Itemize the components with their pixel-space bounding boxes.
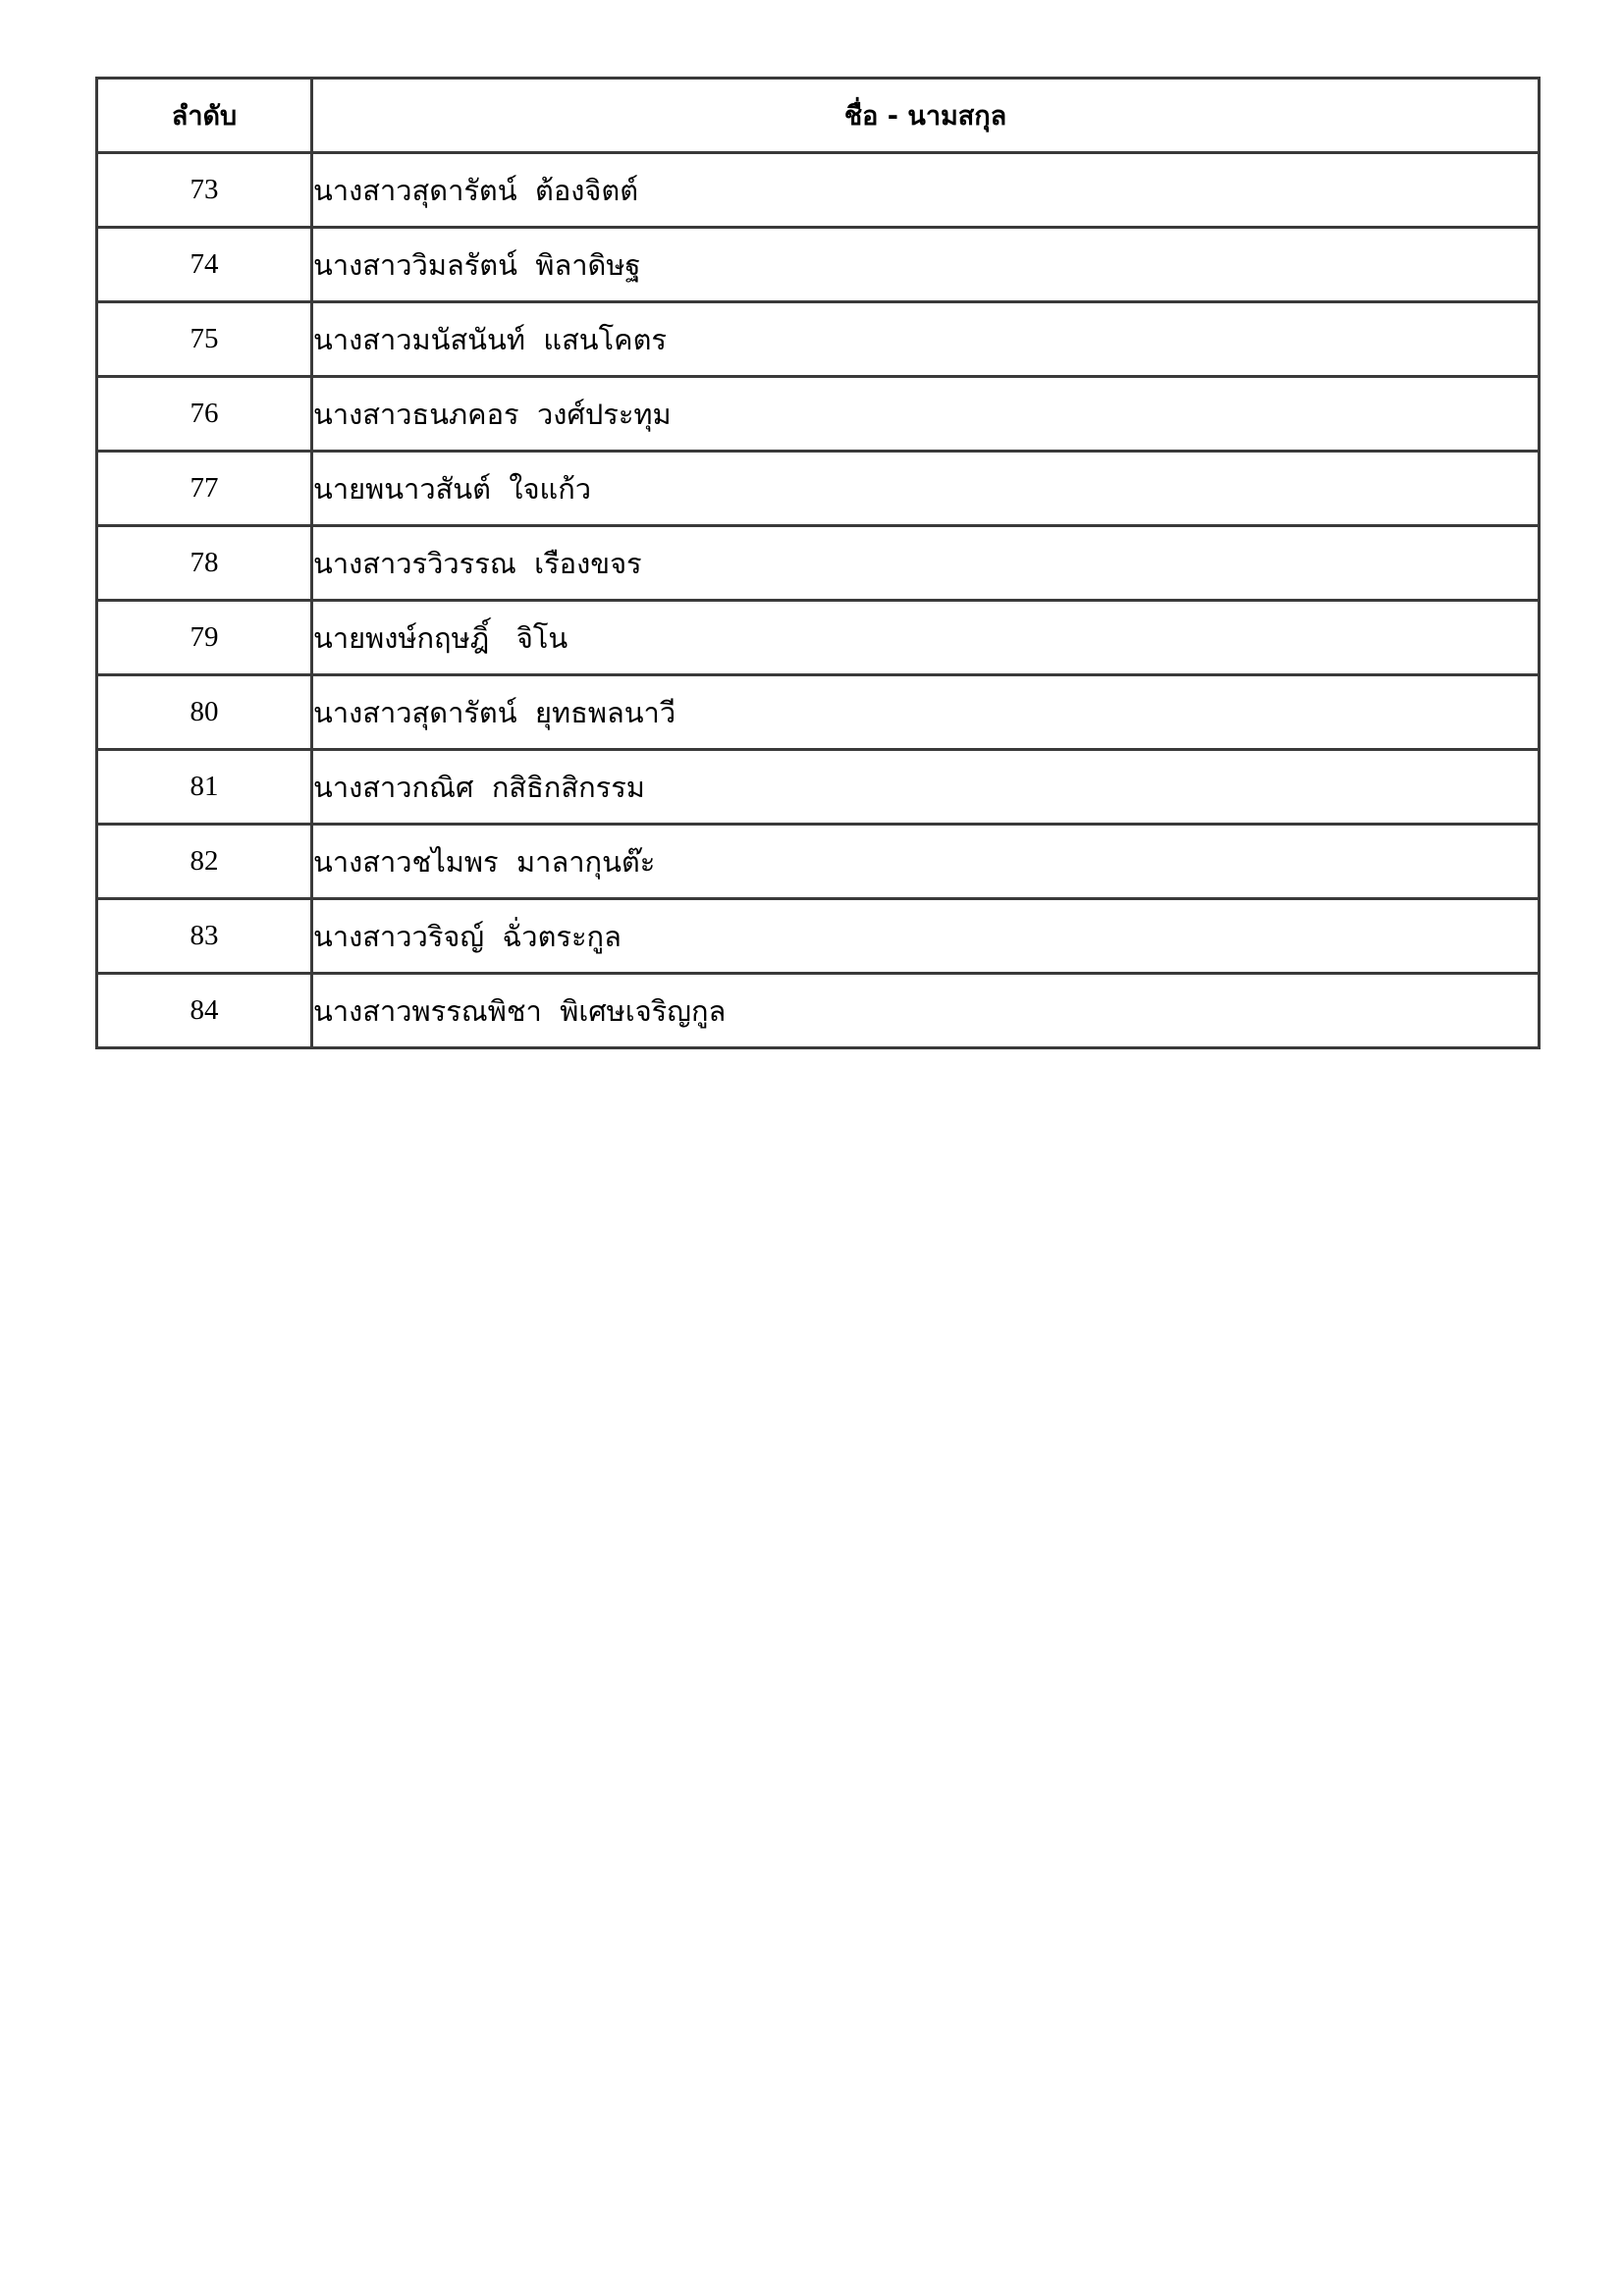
table-row bbox=[97, 228, 1540, 302]
row-number: 74 bbox=[97, 228, 312, 302]
table-row bbox=[97, 899, 1540, 974]
row-full-name: นางสาววริจญ์ ฉั่วตระกูล bbox=[312, 899, 1540, 974]
table-header bbox=[97, 79, 1540, 153]
row-number: 79 bbox=[97, 601, 312, 675]
row-number: 84 bbox=[97, 974, 312, 1048]
table-body bbox=[97, 153, 1540, 1048]
row-full-name: นางสาวกณิศ กสิธิกสิกรรม bbox=[312, 750, 1540, 825]
row-full-name: นางสาวชไมพร มาลากุนต๊ะ bbox=[312, 825, 1540, 899]
row-full-name: นางสาวรวิวรรณ เรืองขจร bbox=[312, 526, 1540, 601]
table-row bbox=[97, 974, 1540, 1048]
row-number: 82 bbox=[97, 825, 312, 899]
row-number: 75 bbox=[97, 302, 312, 377]
row-full-name: นางสาวมนัสนันท์ แสนโคตร bbox=[312, 302, 1540, 377]
table-row bbox=[97, 601, 1540, 675]
row-number: 78 bbox=[97, 526, 312, 601]
table-row bbox=[97, 526, 1540, 601]
table-row bbox=[97, 302, 1540, 377]
row-number: 77 bbox=[97, 452, 312, 526]
row-full-name: นายพงษ์กฤษฎิ์ จิโน bbox=[312, 601, 1540, 675]
table-row bbox=[97, 452, 1540, 526]
row-number: 83 bbox=[97, 899, 312, 974]
row-full-name: นายพนาวสันต์ ใจแก้ว bbox=[312, 452, 1540, 526]
column-header-name: ชื่อ - นามสกุล bbox=[312, 79, 1540, 153]
row-full-name: นางสาววิมลรัตน์ พิลาดิษฐ bbox=[312, 228, 1540, 302]
row-number: 73 bbox=[97, 153, 312, 228]
row-number: 80 bbox=[97, 675, 312, 750]
table-row bbox=[97, 750, 1540, 825]
table-row bbox=[97, 675, 1540, 750]
row-full-name: นางสาวธนภคอร วงศ์ประทุม bbox=[312, 377, 1540, 452]
table-row bbox=[97, 377, 1540, 452]
row-number: 81 bbox=[97, 750, 312, 825]
row-number: 76 bbox=[97, 377, 312, 452]
row-full-name: นางสาวพรรณพิชา พิเศษเจริญกูล bbox=[312, 974, 1540, 1048]
table-row bbox=[97, 825, 1540, 899]
row-full-name: นางสาวสุดารัตน์ ต้องจิตต์ bbox=[312, 153, 1540, 228]
column-header-number: ลำดับ bbox=[97, 79, 312, 153]
header-row bbox=[97, 79, 1540, 153]
row-full-name: นางสาวสุดารัตน์ ยุทธพลนาวี bbox=[312, 675, 1540, 750]
name-list-table bbox=[95, 77, 1541, 1049]
table-row bbox=[97, 153, 1540, 228]
